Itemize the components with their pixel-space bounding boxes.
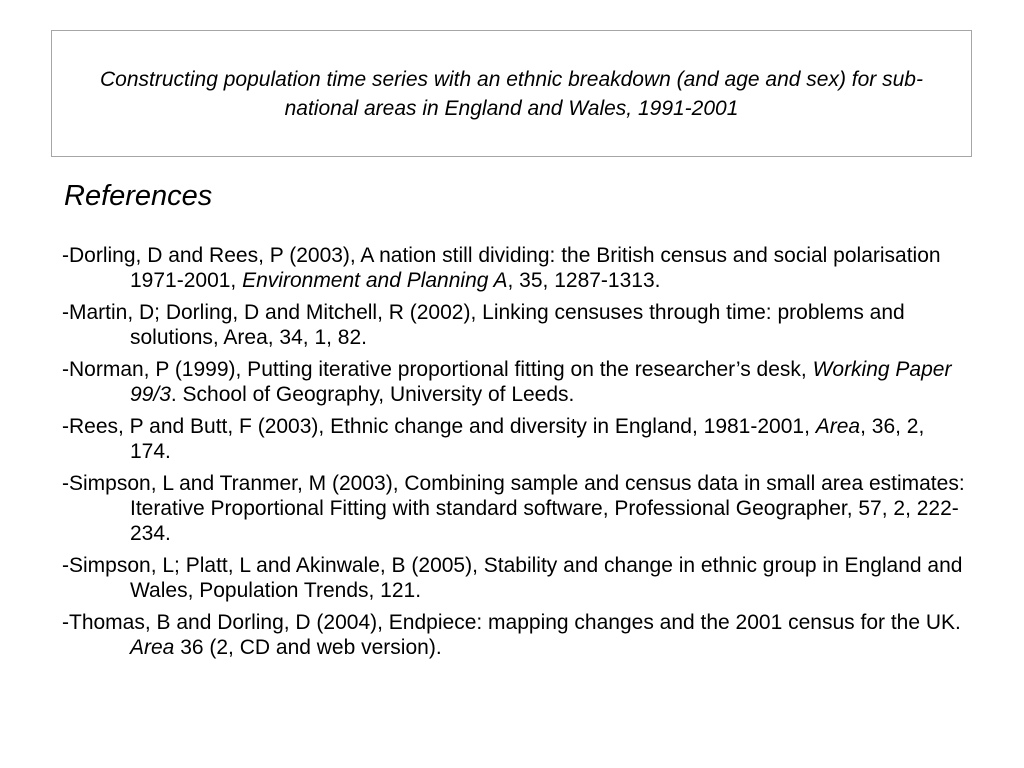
reference-text: -Norman, P (1999), Putting iterative proportional fitting on the researcher’s desk, (62, 358, 813, 381)
reference-item (62, 243, 970, 293)
reference-text: -Simpson, L; Platt, L and Akinwale, B (2005), Stability and change in ethnic group in England and Wales, Population Trends, 121. (62, 554, 963, 602)
reference-text: -Thomas, B and Dorling, D (2004), Endpiece: mapping changes and the 2001 census for the UK. (62, 611, 961, 634)
reference-journal: Area (130, 636, 175, 659)
reference-journal: Working Paper 99/3 (130, 358, 952, 406)
reference-details: . School of Geography, University of Leeds. (170, 383, 575, 406)
references-heading: References (64, 180, 213, 212)
reference-item (62, 357, 970, 407)
reference-text: -Dorling, D and Rees, P (2003), A nation still dividing: the British census and social polarisation 1971-2001, (62, 244, 941, 292)
reference-item (62, 300, 970, 350)
reference-text: -Martin, D; Dorling, D and Mitchell, R (2002), Linking censuses through time: problems and solutions, Area, 34, 1, 82. (62, 301, 905, 349)
title-box (51, 30, 972, 157)
reference-details: , 36, 2, 174. (130, 415, 925, 463)
reference-item (62, 610, 970, 660)
slide-title: Constructing population time series with an ethnic breakdown (and age and sex) for sub-national areas in England and Wales, 1991-2001 (100, 67, 923, 120)
reference-list (62, 243, 970, 667)
reference-journal: Environment and Planning A (242, 269, 508, 292)
reference-details: 36 (2, CD and web version). (174, 636, 442, 659)
reference-text: -Simpson, L and Tranmer, M (2003), Combining sample and census data in small area estimates: Iterative Proportional Fitting with standard software, Professional Geographer, 57, 2, 222-234. (62, 472, 965, 545)
reference-item (62, 553, 970, 603)
reference-details: , 35, 1287-1313. (507, 269, 661, 292)
reference-journal: Area (815, 415, 861, 438)
reference-item (62, 471, 970, 546)
reference-item (62, 414, 970, 464)
reference-text: -Rees, P and Butt, F (2003), Ethnic change and diversity in England, 1981-2001, (62, 415, 816, 438)
